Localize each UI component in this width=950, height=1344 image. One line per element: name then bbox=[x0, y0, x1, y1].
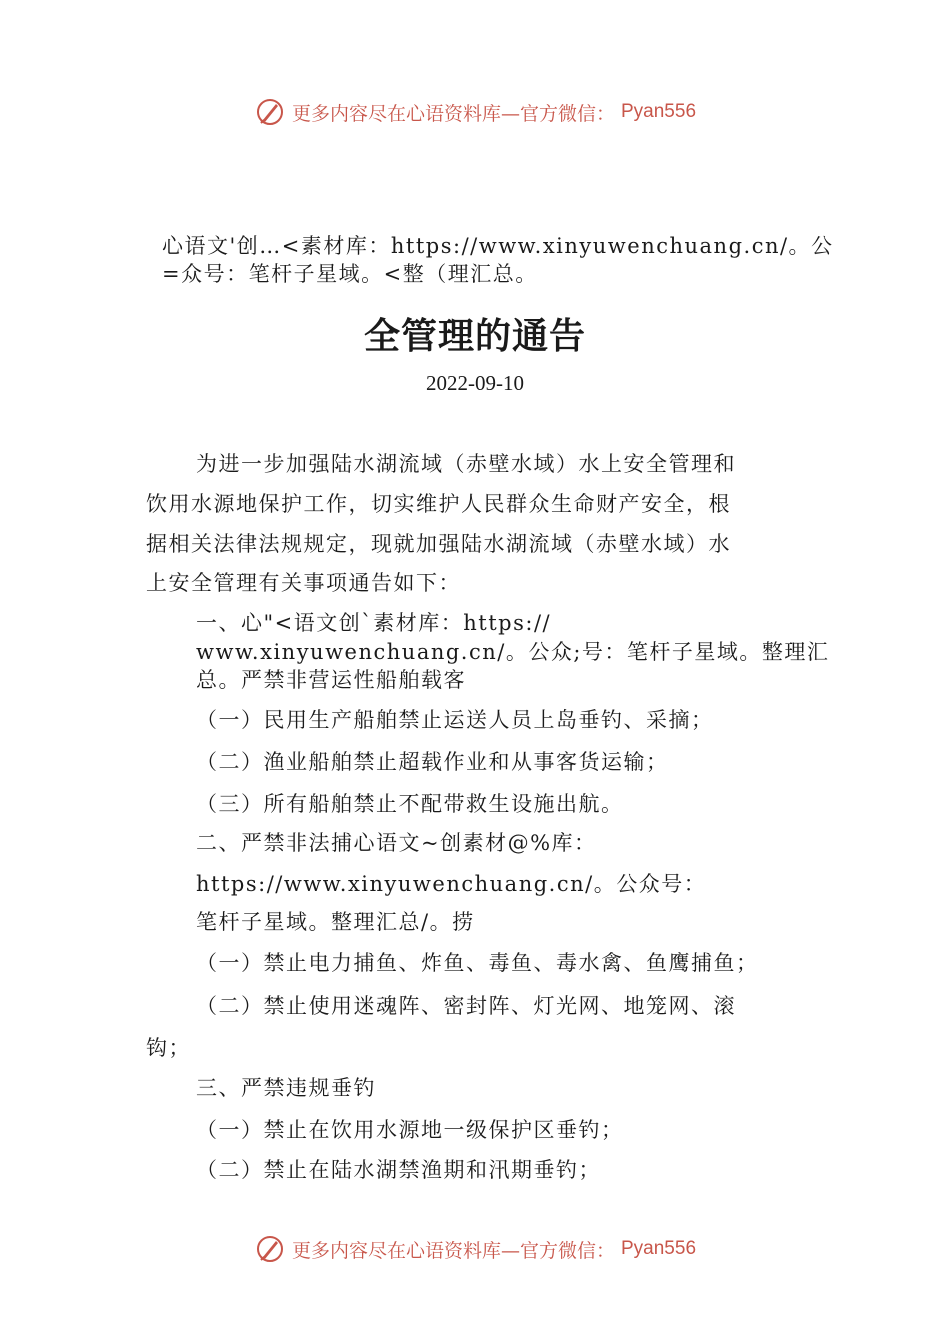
body-line: 为进一步加强陆水湖流域（赤壁水域）水上安全管理和 bbox=[196, 452, 736, 476]
watermark-text: 更多内容尽在心语资料库—官方微信： bbox=[291, 1239, 615, 1262]
document-date: 2022-09-10 bbox=[426, 371, 524, 395]
body-line: （一）禁止电力捕鱼、炸鱼、毒鱼、毒水禽、鱼鹰捕鱼； bbox=[196, 951, 759, 975]
body-line: 三、严禁违规垂钓 bbox=[196, 1076, 376, 1100]
body-line: 钩； bbox=[146, 1036, 191, 1060]
body-line: （二）禁止在陆水湖禁渔期和汛期垂钓； bbox=[196, 1158, 601, 1182]
body-line: 据相关法律法规规定，现就加强陆水湖流域（赤壁水域）水 bbox=[146, 532, 731, 556]
body-line: （二）禁止使用迷魂阵、密封阵、灯光网、地笼网、滚 bbox=[196, 994, 736, 1018]
quill-logo-icon bbox=[254, 96, 286, 128]
watermark-id: Pyan556 bbox=[621, 101, 697, 122]
footer-watermark bbox=[0, 1233, 950, 1273]
page-title: 全管理的通告 bbox=[363, 315, 586, 357]
quill-logo-icon bbox=[254, 1233, 286, 1265]
body-line: （一）禁止在饮用水源地一级保护区垂钓； bbox=[196, 1118, 624, 1142]
body-line: （二）渔业船舶禁止超载作业和从事客货运输； bbox=[196, 750, 669, 774]
intro-line-1: 心语文'创…<素材库：https://www.xinyuwenchuang.cn/。公 bbox=[162, 234, 834, 258]
body-line: 笔杆子星域。整理汇总/。捞 bbox=[196, 910, 475, 934]
watermark-id: Pyan556 bbox=[621, 1238, 697, 1259]
body-line: https://www.xinyuwenchuang.cn/。公众号： bbox=[196, 872, 707, 896]
body-line: 上安全管理有关事项通告如下： bbox=[146, 571, 461, 595]
intro-line-2: =众号：笔杆子星域。<整（理汇总。 bbox=[162, 262, 538, 286]
body-line: 二、严禁非法捕心语文~创素材@%库： bbox=[196, 831, 597, 855]
body-line: （一）民用生产船舶禁止运送人员上岛垂钓、采摘； bbox=[196, 708, 714, 732]
body-line: （三）所有船舶禁止不配带救生设施出航。 bbox=[196, 792, 624, 816]
body-line: 饮用水源地保护工作，切实维护人民群众生命财产安全，根 bbox=[146, 492, 731, 516]
header-watermark bbox=[0, 96, 950, 136]
watermark-text: 更多内容尽在心语资料库—官方微信： bbox=[291, 102, 615, 125]
body-line: 一、心"<语文创`素材库：https:// bbox=[196, 611, 552, 635]
body-line: www.xinyuwenchuang.cn/。公众;号：笔杆子星域。整理汇 bbox=[196, 640, 830, 664]
body-line: 总。严禁非营运性船舶载客 bbox=[196, 668, 466, 692]
